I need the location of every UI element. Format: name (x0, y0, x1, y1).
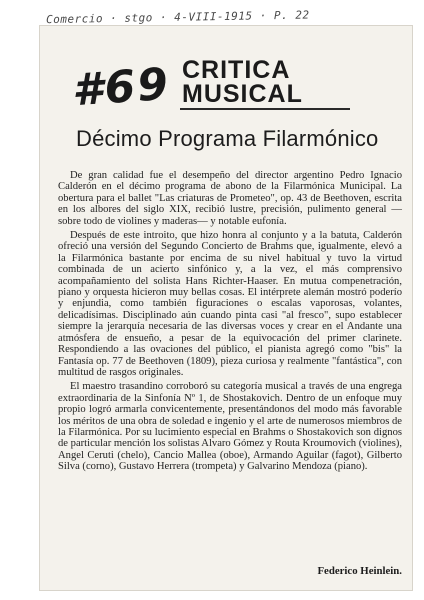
author-byline: Federico Heinlein. (317, 565, 402, 577)
column-heading (182, 58, 303, 106)
article-paragraph-2: Después de este introito, que hizo honra al conjunto y a la batuta, Calderón ofreció una versión del Segundo Concierto de Brahms que, igualmente, elevó a la Filarmónica bastante por encima de su nivel habitual y tuvo la virtud combinada de un acierto sinfónico y, a la vez, el más comprensivo acompañamiento del solista Hans Richter-Haaser. En mutua compenetración, piano y orquesta hicieron muy bellas cosas. El intérprete alemán mostró poderío y enjundia, como también figuraciones o escalas vaporosas, volantes, delicadísimas. Disciplinado aún cuando pinta casi "al fresco", supo establecer siempre la jerarquía necesaria de las diversas voces y crear en el Andante una atmósfera de ensueño, a pesar de la equivocación del primer clarinete. Respondiendo a las ovaciones del público, el pianista agregó como "bis" la Fantasía op. 77 de Beethoven (1809), pieza curiosa y realmente "fantástica", con multitud de rasgos originales. (58, 230, 402, 378)
column-heading-line-1: CRITICA (182, 56, 291, 84)
heading-underline (180, 108, 350, 110)
article-body (58, 170, 402, 476)
article-paragraph-3: El maestro trasandino corroboró su categoría musical a través de una engrega extraordinaria de la Sinfonía Nº 1, de Shostakovich. Dentro de un enfoque muy propio logró armarla convicentemente, presentándonos del modo más favorable los méritos de una obra de soledad e ingenio y el arte de numerosos miembros de la Filarmónica. Por su lucimiento especial en Brahms o Shostakovich son dignos de particular mención los solistas Alvaro Gómez y Routa Kroumovich (violines), Angel Ceruti (chelo), Cancio Mallea (oboe), Armando Aguilar (fagot), Gilberto Silva (corno), Gustavo Herrera (trompeta) y Galvarino Mendoza (piano). (58, 381, 402, 473)
handwritten-archive-number: #69 (70, 58, 172, 117)
handwritten-source-note: Comercio · stgo · 4-VIII-1915 · P. 22 (45, 8, 310, 27)
column-heading-line-2: MUSICAL (182, 80, 303, 108)
article-paragraph-1: De gran calidad fue el desempeño del director argentino Pedro Ignacio Calderón en el décimo programa de abono de la Filarmónica Municipal. La obertura para el ballet "Las criaturas de Prometeo", op. 43 de Beethoven, escrita en los albores del siglo XIX, recibió lustre, precisión, pulimento general — sobre todo de violines y maderas— y notable eufonía. (58, 170, 402, 227)
article-title: Décimo Programa Filarmónico (76, 126, 379, 151)
